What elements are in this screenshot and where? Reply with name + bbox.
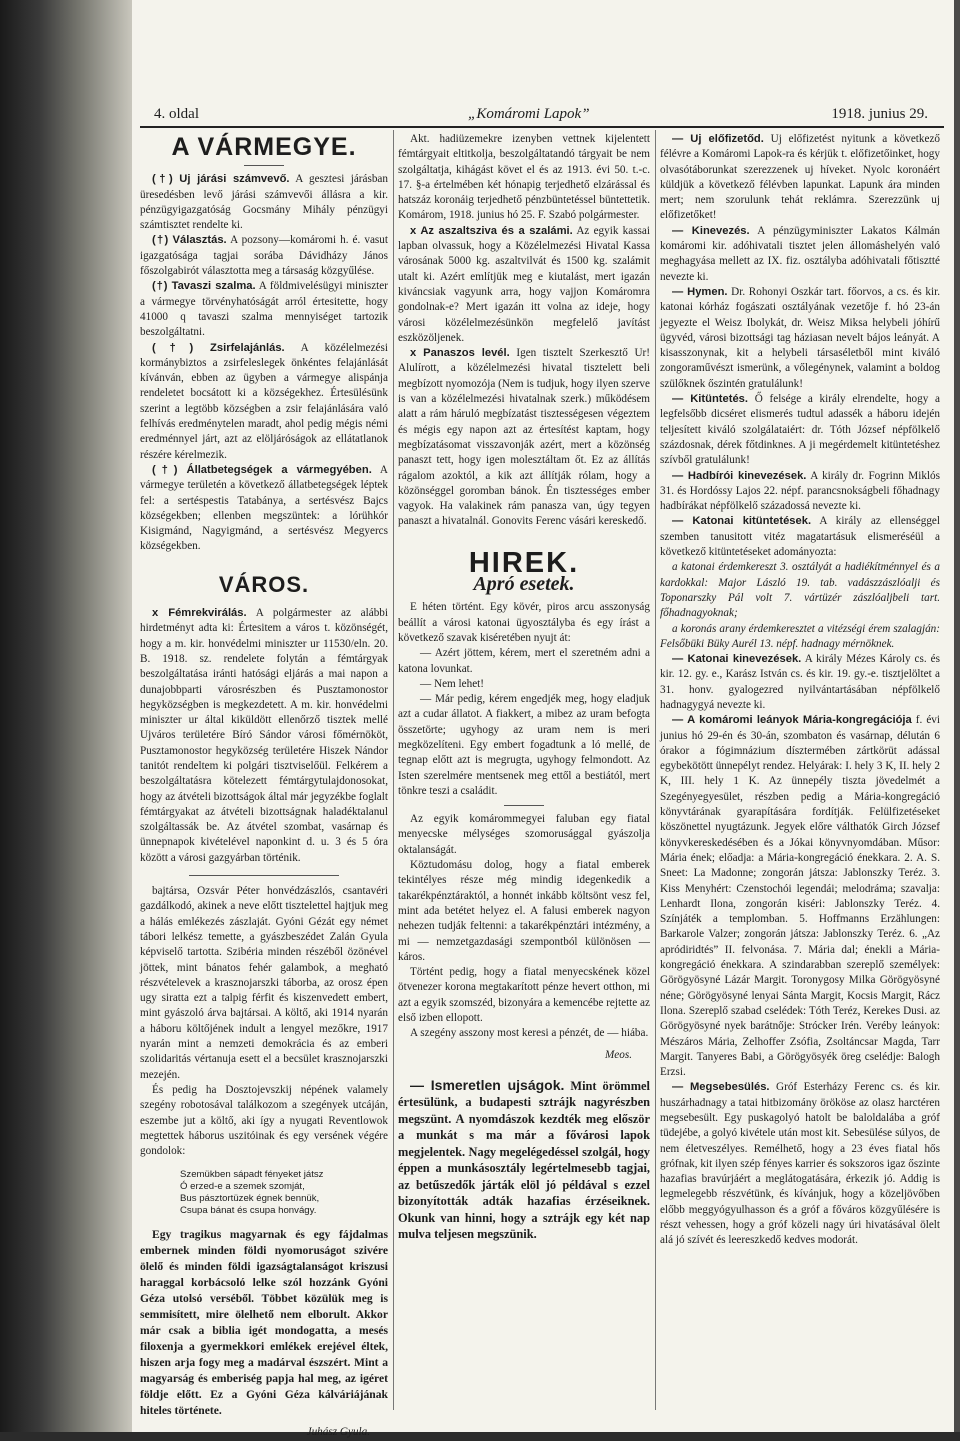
article-paragraph: a koronás arany érdemkeresztet a vitézségi érem szalagján: Felsőbüki Büky Aurél 13. népf. hadnagy mérnöknek. — [660, 622, 940, 650]
article-body: Uj előfizetést nyitunk a következő félévre a Komáromi Lapok-ra és kérjük t. előfizetőinket, hogy olvasótáborunkat szerezzenek uj híveket. Nyolc koronáért küldjük a következő félévben lapunkat. Lapunk ára minden mert; nem szorulunk tehát reklámra. Szerezzünk uj előfizetőket! — [660, 133, 941, 222]
article-femrekviralas — [140, 606, 388, 866]
article-body: A király Mézes Károly cs. és kir. 12. gy. e., Karász István cs. és kir. 19. gy.-e. tisztjelöltet a 31. honv. gyalogezred nyilvántartásában népfölkelő hadnagygyá nevezte ki. — [660, 653, 940, 711]
article-continuation: Akt. hadiüzemekre izenyben vettnek kijelentett fémtárgyait eltitkolja, beszolgáltatandó tárgyait be nem szolgáltatja, kihágást követ el és az 1913. évi 50. t.-c. 17. §-a értelmében két hónapig terjedhető elzárással és hatszáz koronáig terjedhető pénzbüntetéssel büntettetik. Komárom, 1918. junius hó 25. F. Szabó polgármester. — [398, 133, 650, 222]
column-rule-1 — [393, 130, 394, 1410]
article-uj-jarasi-szamvevo — [140, 172, 388, 233]
article-paragraph-bold: Egy tragikus magyarnak és egy fájdalmas embernek minden földi nyomoruságot szivére ölelő és minden földi igazságtalanságot kriszusi haraggal korbácsoló lelke szól hozzánk Gyóni Géza utolsó verséből. Többet közülük meg is semmisített, mire ölelhető nem elborult. Akkor már csak a biblia igét mondogatta, a mesés filoxenja a gyermekkori emlékek erejével éltek, hiszen arja fogy meg a madárval észszért. Mint a magyarság és emberiség papja hal meg, az igéret földje előtt. Ez a Gyóni Géza kálváriájának hiteles története. — [140, 1228, 388, 1418]
article-heading: — Hadbírói kinevezések. — [672, 469, 807, 482]
dialogue-line: — Azért jöttem, kérem, mert el szeretném adni a katona lovunkat. — [398, 647, 650, 675]
column-rule-2 — [655, 130, 656, 1410]
article-heading: — Katonai kinevezések. — [672, 653, 802, 666]
article-body: A közélelmezési kormánybiztos a zsirfeleslegek önkéntes felajánlását kívánván, ebben az ügyben a vármegye alispánja rendeletet bocsátott ki a községekhez. Értesülésünk szerint a legtöbb községben a zsir felajánlására való felhívás eredménytelen maradt, ahol pedig mégis némi eredménnyel járt, azt az elöljáróságok az ellátatlanok részére kérelmezik. — [140, 341, 388, 461]
article-ismeretlen-ujsagok — [398, 1077, 650, 1243]
page-number: 4. oldal — [154, 106, 199, 122]
section-title-varos: VÁROS. — [218, 571, 310, 597]
signature: Meos. — [604, 1048, 632, 1061]
article-kinevezes — [660, 224, 940, 285]
article-continuation: bajtársa, Ozsvár Péter honvédzászlós, csantavéri gazdálkodó, akinek a neve előtt tisztelettel hajtjuk meg a hálás emlékezés zászlaját. Gyóni Gézát egy német tábori lelkész temette, a gyászbeszédet Zalán Gyula képviselő tartotta. Szibéria minden részéből özönével jöttek, mint bánatos fehér galambok, a megható részvételevek a krasznojarszki táborba, az orosz épen ugy siratta ezt a talpig férfit és kiszenvedett embert, mint gyászoló árva bajtársai. A költő, aki 1914 nyarán a háboru költőjének indult a lengyel mezőkre, 1917 nyarán mint a nemzeti demokrácia és az emberi szolidaritás vértanuja esett el a becsület krasznojarszki mezején. — [140, 885, 388, 1081]
page-edge — [954, 0, 960, 1432]
article-heading: — Katonai kitüntetések. — [672, 515, 812, 528]
article-heading: (†) Tavaszi szalma. — [152, 280, 256, 293]
divider — [504, 805, 544, 806]
section-title-varmegye: A VÁRMEGYE. — [171, 133, 357, 161]
article-aszaltsziva — [398, 224, 650, 346]
article-body: A király az ellenséggel szemben tanusitott vitéz magatartásuk elismeréséül a következő kitüntetéseket adományozta: — [660, 515, 940, 559]
article-kituntetes — [660, 392, 940, 468]
article-body: f. évi junius hó 29-én és 30-án, szombaton és vasárnap, délután 6 órakor a fógimnázium dísztermében zártkörüt adással egybekötött ünnepélyt rendez. Helyárak: I. hely 3 K, II. hely 2 K, III. hely 1 K. Az ünnepély tiszta jövedelmét a Szegényegyesület, részben pedig a Mária-kongregáció könyvtárának gyarapítására fordítják. Felülfizetéseket köszönettel nyugtázunk. Jegyek előre válthatók Girch József könyvkereskedésében és a Jókai könyvnyomdában. Műsor: Mária ének; előadja: a Mária-kongregáció énekkara. 2. A. S. Sneet: La Madonne; zongorán játsza: Jablonszky Teréz. 3. Kiss Menyhért: Czenstochói legendái; melodráma; szavalja: Lenhardt Ilona, zongorán kiséri: Jablonszky Teréz. 4. Színjáték a templomban. 5. Hoffmanns Erzählungen: Barkarole Valzer; zongorán játsza: Jablonszky Teréz. 6. „Az apródiridtés” II. felvonása. 7. Mária dal; énekli a Mária-kongregáció énekkara. A szindarabban szereplő személyek: Görögyösyné Lázár Margit. Toronygosy Milka Görögyösyné néne; Görögyösyné lenyai Sánta Margit, Kocsis Margit, Rácz Ilona. Szereplő szabad cselédek: Tóth Teréz, Kerekes Dusi. az Görögyösyné nyek barátnője: Strócker Irén. Veréby leányok: Mészáros Mária, Zelhoffer Zsófia, Zsoltáncsar Magda, Tarr Margit. Tanyeres Babi, a Görögyösyék öreg cselédje: Balogh Erzsi. — [660, 714, 940, 1079]
article-body: A földmivelésügyi miniszter a vármegye törvényhatóságát arról értesitette, hogy 41000 q tavaszi szalma mennyiséget tartozik beszolgáltatni. — [140, 280, 388, 339]
article-heading: — Hymen. — [672, 285, 728, 298]
article-allatbetegsegek — [140, 463, 388, 555]
article-maria-kongregacio — [660, 713, 940, 1080]
column-1 — [140, 132, 388, 1441]
article-paragraph: E héten történt. Egy kövér, piros arcu asszonyság beállít a városi katonai ügyosztályba és egy írást a következő szavak kiséretében nyujt át: — [398, 601, 650, 644]
column-2 — [398, 132, 650, 1243]
article-heading: x Panaszos levél. — [410, 347, 510, 360]
article-body: A király dr. Fogrinn Miklós 31. és Hordóssy Lajos 22. népf. parancsnokságbeli főhadnagy hadbírákat népfölkelő századossá nevezte ki. — [660, 469, 940, 513]
article-body: A pozsony—komáromi h. é. vasut igazgatósága tagjai sorába Dávidházy János főszolgabirót választotta meg a társaság közgyűlése. — [140, 234, 388, 278]
dialogue-line: — Már pedig, kérem engedjék meg, hogy eladjuk azt a cudar állatot. A fiakkert, a mibez az uram befogta összetörte; ugyhogy az uram nem is meri megközelíteni. Egy embert fogadtunk a ló mellé, de tegnap előtt azt is megrugta, ugyhogy felmondott. Az Isten szerelmére mentsenek meg ettől a bestiától, mert tönkre teszi a családit. — [398, 693, 650, 797]
newspaper-name: „Komáromi Lapok” — [468, 106, 590, 122]
article-body: A polgármester az alábbi hirdetményt adta ki: Értesitem a város t. közönségét, hogy a m. kir. honvédelmi miniszter ur 11530/eln. 20. B. 1918. sz. rendelete folytán a fémtárgyak beszolgáltatása iránti hatósági eljárás a mai napon a dunajobbparti városrészben és Pusztamonostor hegyközségben is megkezdetett. A m. kir. honvédelmi miniszter ur által kiküldött ellenőrző tisztek mellé Ujváros területére Bíró Sándor városi főmérnököt, Pusztamonostor hegyközség területére Hiszek Nándor tanitót rendeltem ki polgári tisztviselőül. Felkérem a beszolgáltatásra kötelezett fémtárgytulajdonosokat, hogy az átvételi bizottságok által már jegyzékbe foglalt fémtárgyakat az átvételi bizottságnak haladéktalanul szolgáltassák be. Az átvétel szombat, vasárnap és ünnepnapok kivételével naponkint d. u. 3 és 5 óra között a városi gazgyárban történik. — [140, 607, 389, 864]
poem-quote — [180, 1169, 388, 1217]
article-heading: (†) Választás. — [152, 234, 227, 247]
article-heading: — Kinevezés. — [672, 224, 750, 237]
article-paragraph: A szegény asszony most keresi a pénzét, de — hiába. — [410, 1027, 649, 1040]
article-heading: x Az aszaltsziva és a szalámi. — [410, 224, 573, 237]
column-3 — [660, 132, 940, 1249]
article-valasztas — [140, 233, 388, 279]
article-katonai-kituntetesek — [660, 514, 940, 560]
article-body: A gesztesi járásban üresedésben levő járási számvevői állásra a kir. pénzügyigazgatóság Gocsmány Mihály pénzügyi számtisztet rendelte ki. — [140, 173, 388, 232]
article-heading: (†) Uj járási számvevő. — [152, 173, 290, 186]
article-heading: (†) Állatbetegségek a vármegyében. — [152, 463, 372, 476]
article-tavaszi-szalma — [140, 279, 388, 340]
article-hadbiroi-kinevezesek — [660, 469, 940, 515]
article-hymen — [660, 285, 940, 392]
article-body: Gróf Esterházy Ferenc cs. és kir. huszárhadnagy a tatai hitbizomány örököse az olasz harctéren megsebesült. Egy puskagolyó hatolt be baloldalába a gróf tüdejébe, a golyó kivétele után most kit. Sebesülése súlyos, de nem életveszélyes. Remélhető, hogy a 23 éves fiatal hős grófnak, kit ilyen szép fényes karrier és sokszoros igaz őszinte hazafias bravúrjáért a meglátogatására, érkezik jó. Addig is legmelegebb részvétünk, és kívánjuk, hogy a közeljövőben előbb meggyógyulhasson és a gróf a főváros közgyűlésére is részt vehessen, hogy a gróf közeli nagy úri hivatásával ölelt alá jó szívét és leereszkedő kedves modorát. — [660, 1081, 941, 1247]
signature: Juhász Gyula. — [306, 1426, 370, 1439]
article-heading: — Kitüntetés. — [672, 393, 749, 406]
article-heading: — Uj előfizetőd. — [672, 133, 764, 145]
article-body: Az egyik kassai lapban olvassuk, hogy a Közélelmezési Hivatal Kassa városának 5000 kg. aszaltvilvát és 1500 kg. szalámit utalt ki. Azért említjük meg e kiutalást, mert igazán kiváncsiak vagyunk arra, hogy vajjon Komáromra gondolnak-e? Mert igazán itt volna az ideje, hogy városi közélelmezésünkön megfelelő javítást eszközöljenek. — [398, 224, 650, 344]
article-body: Mint örömmel értesülünk, a budapesti sztrájk nagyrészben megszünt. A nyomdászok kezdték meg először a munkát s ma már a fővárosi lapok megjelentek. Nagy megelégedéssel szolgál, hogy éppen a munkásosztály legértelmesebb tagjai, az betűszedők járták elöl jó példával s ezzel bizonyították adták hazafias érzéseiknek. Okunk van hinni, hogy a sztrájk egy két nap mulva teljesen megszünik. — [398, 1078, 650, 1242]
article-paragraph: Köztudomásu dolog, hogy a fiatal emberek tekintélyes része még mindig idegenkedik a takarékpénztáraktól, a honnét inkább költsönt vesz fel, mint ada betétet helyez el. A falusi emberek nagyon nehezen tudják feltenni: a takarékpénztári intézmény, a mi — nemzetgazdasági szempontból különösen — káros. — [398, 859, 650, 963]
poem-line: Ó erzed-e a szemek szomját, — [180, 1181, 305, 1193]
article-paragraph: Történt pedig, hogy a fiatal menyecskének közel ötvenezer korona megtakarított pénze hevert ottho​n, mi azt a egyik szomszéd, bizonyára a kemencébe rejtette az első izben ellopott. — [398, 966, 650, 1025]
article-heading: — Ismeretlen ujságok. — [410, 1076, 565, 1093]
divider — [189, 875, 339, 876]
issue-date: 1918. junius 29. — [831, 106, 928, 122]
poem-line: Bus pásztortüzek égnek bennük, — [180, 1193, 320, 1205]
article-uj-elofizetok — [660, 132, 940, 224]
section-title-hirek: HIREK. — [468, 546, 580, 579]
article-zsirfelajanlas — [140, 341, 388, 463]
poem-line: Csupa bánat és csupa honvágy. — [180, 1205, 317, 1217]
article-body: Igen tisztelt Szerkesztő Ur! Alulírott, a közélelmezési hivatal tisztelett beli megbízott nyomozója (Nem is tudjuk, hogy ilyen szerve is van a közélelmezési hivatalnak szerk.) működésem alatt a rám háruló megbízatást tisztességesen végeztem és mégis egy napon azt az értesítést kaptam, hogy megbízatásomat visszavonják azért, mert a közönség panaszt tett, hogy igen molesztáltam őt. Ez az állítás rágalom azoktól, a kik azt állítják rólam, hogy a közönséggel goromban bánok. Én tisztességes ember vagyok. Ha valakinek rám panasza van, úgy tegyen panaszt a hivatalnál. Gonovits Ferenc vásári kereskedő. — [398, 347, 650, 528]
article-paragraph: És pedig ha Dosztojevszkij népének valamely szegény robotosával találkozom a szegények utcáján, eszembe jut a költő, aki így a nyugati Reventlowok megtettek háborus uszitóinak és egy versének végére gondolok: — [140, 1083, 388, 1158]
article-heading: (†) Zsirfelajánlás. — [152, 341, 285, 354]
article-heading: x Fémrekvirálás. — [152, 607, 247, 620]
article-katonai-kinevezesek — [660, 652, 940, 713]
article-megsebesules — [660, 1080, 940, 1248]
dialogue-line: — Nem lehet! — [420, 677, 484, 690]
article-body: A pénzügyminiszter Lakatos Kálmán komáromi kir. adóhivatali tisztet jelen állomáshelyén való meghagyása mellett az IX. fiz. osztályba adóhivatali főtisztté nevezte ki. — [660, 224, 940, 283]
poem-line: Szemükben sápadt fényeket játsz — [180, 1169, 324, 1181]
article-heading: — A komáromi leányok Mária-kongregációja — [672, 714, 912, 727]
article-paragraph: Az egyik komárommegyei faluban egy fiatal menyecske mélységes szomorusággal gyászolja oktalanságát. — [398, 813, 650, 856]
article-paragraph: a katonai érdemkereszt 3. osztályát a hadiékítménnyel és a kardokkal: Major László 19. tab. vadászzászlóalji és Toponarszky Pál volt 7. vártüzér zászlóaljbeli tart. főhadnagyoknak; — [660, 561, 940, 620]
book-gutter — [0, 0, 132, 1432]
article-body: A vármegye területén a következő állatbetegségek léptek fel: a sertéspestis Tatabánya, a sertésvész Bajcs községekben; ellenben megszüntek: a lórühkór Kisigmánd, Nagyigmánd, a sertésvész Megyercs községekben. — [140, 463, 388, 553]
article-panaszos-level — [398, 346, 650, 530]
article-body: Dr. Rohonyi Oszkár tart. főorvos, a cs. és kir. katonai kórház fogászati osztályának vezetője f. hó 23-án jegyezte el Weisz Ibolykát, dr. Weisz Miksa helybeli jóhírű ügyvéd, városi bizottsági tag háziasan nevelt bájos leányát. A kisasszonynak, kit a helybeli társaséletből mint kiváló zongoraművészt ismerünk, a vőlegénynek, valamint a boldog szülőknek őszintén gratulálunk! — [660, 285, 940, 390]
article-heading: — Megsebesülés. — [672, 1081, 770, 1094]
page-header — [140, 100, 944, 128]
article-body: Ő felsége a király elrendelte, hogy a legfelsőbb dicséret elismerés tudtul adassék a háboru idején teljesített kiváló szolgálataiért: dr. Tóth József népfölkelő százdosnak, dérek főtdinknes. A ji megérdemelt kitüntetéshez szívből gratulálunk! — [660, 393, 940, 467]
newspaper-page — [132, 0, 954, 1439]
divider — [244, 165, 284, 166]
section-subtitle: Apró esetek. — [473, 573, 575, 596]
